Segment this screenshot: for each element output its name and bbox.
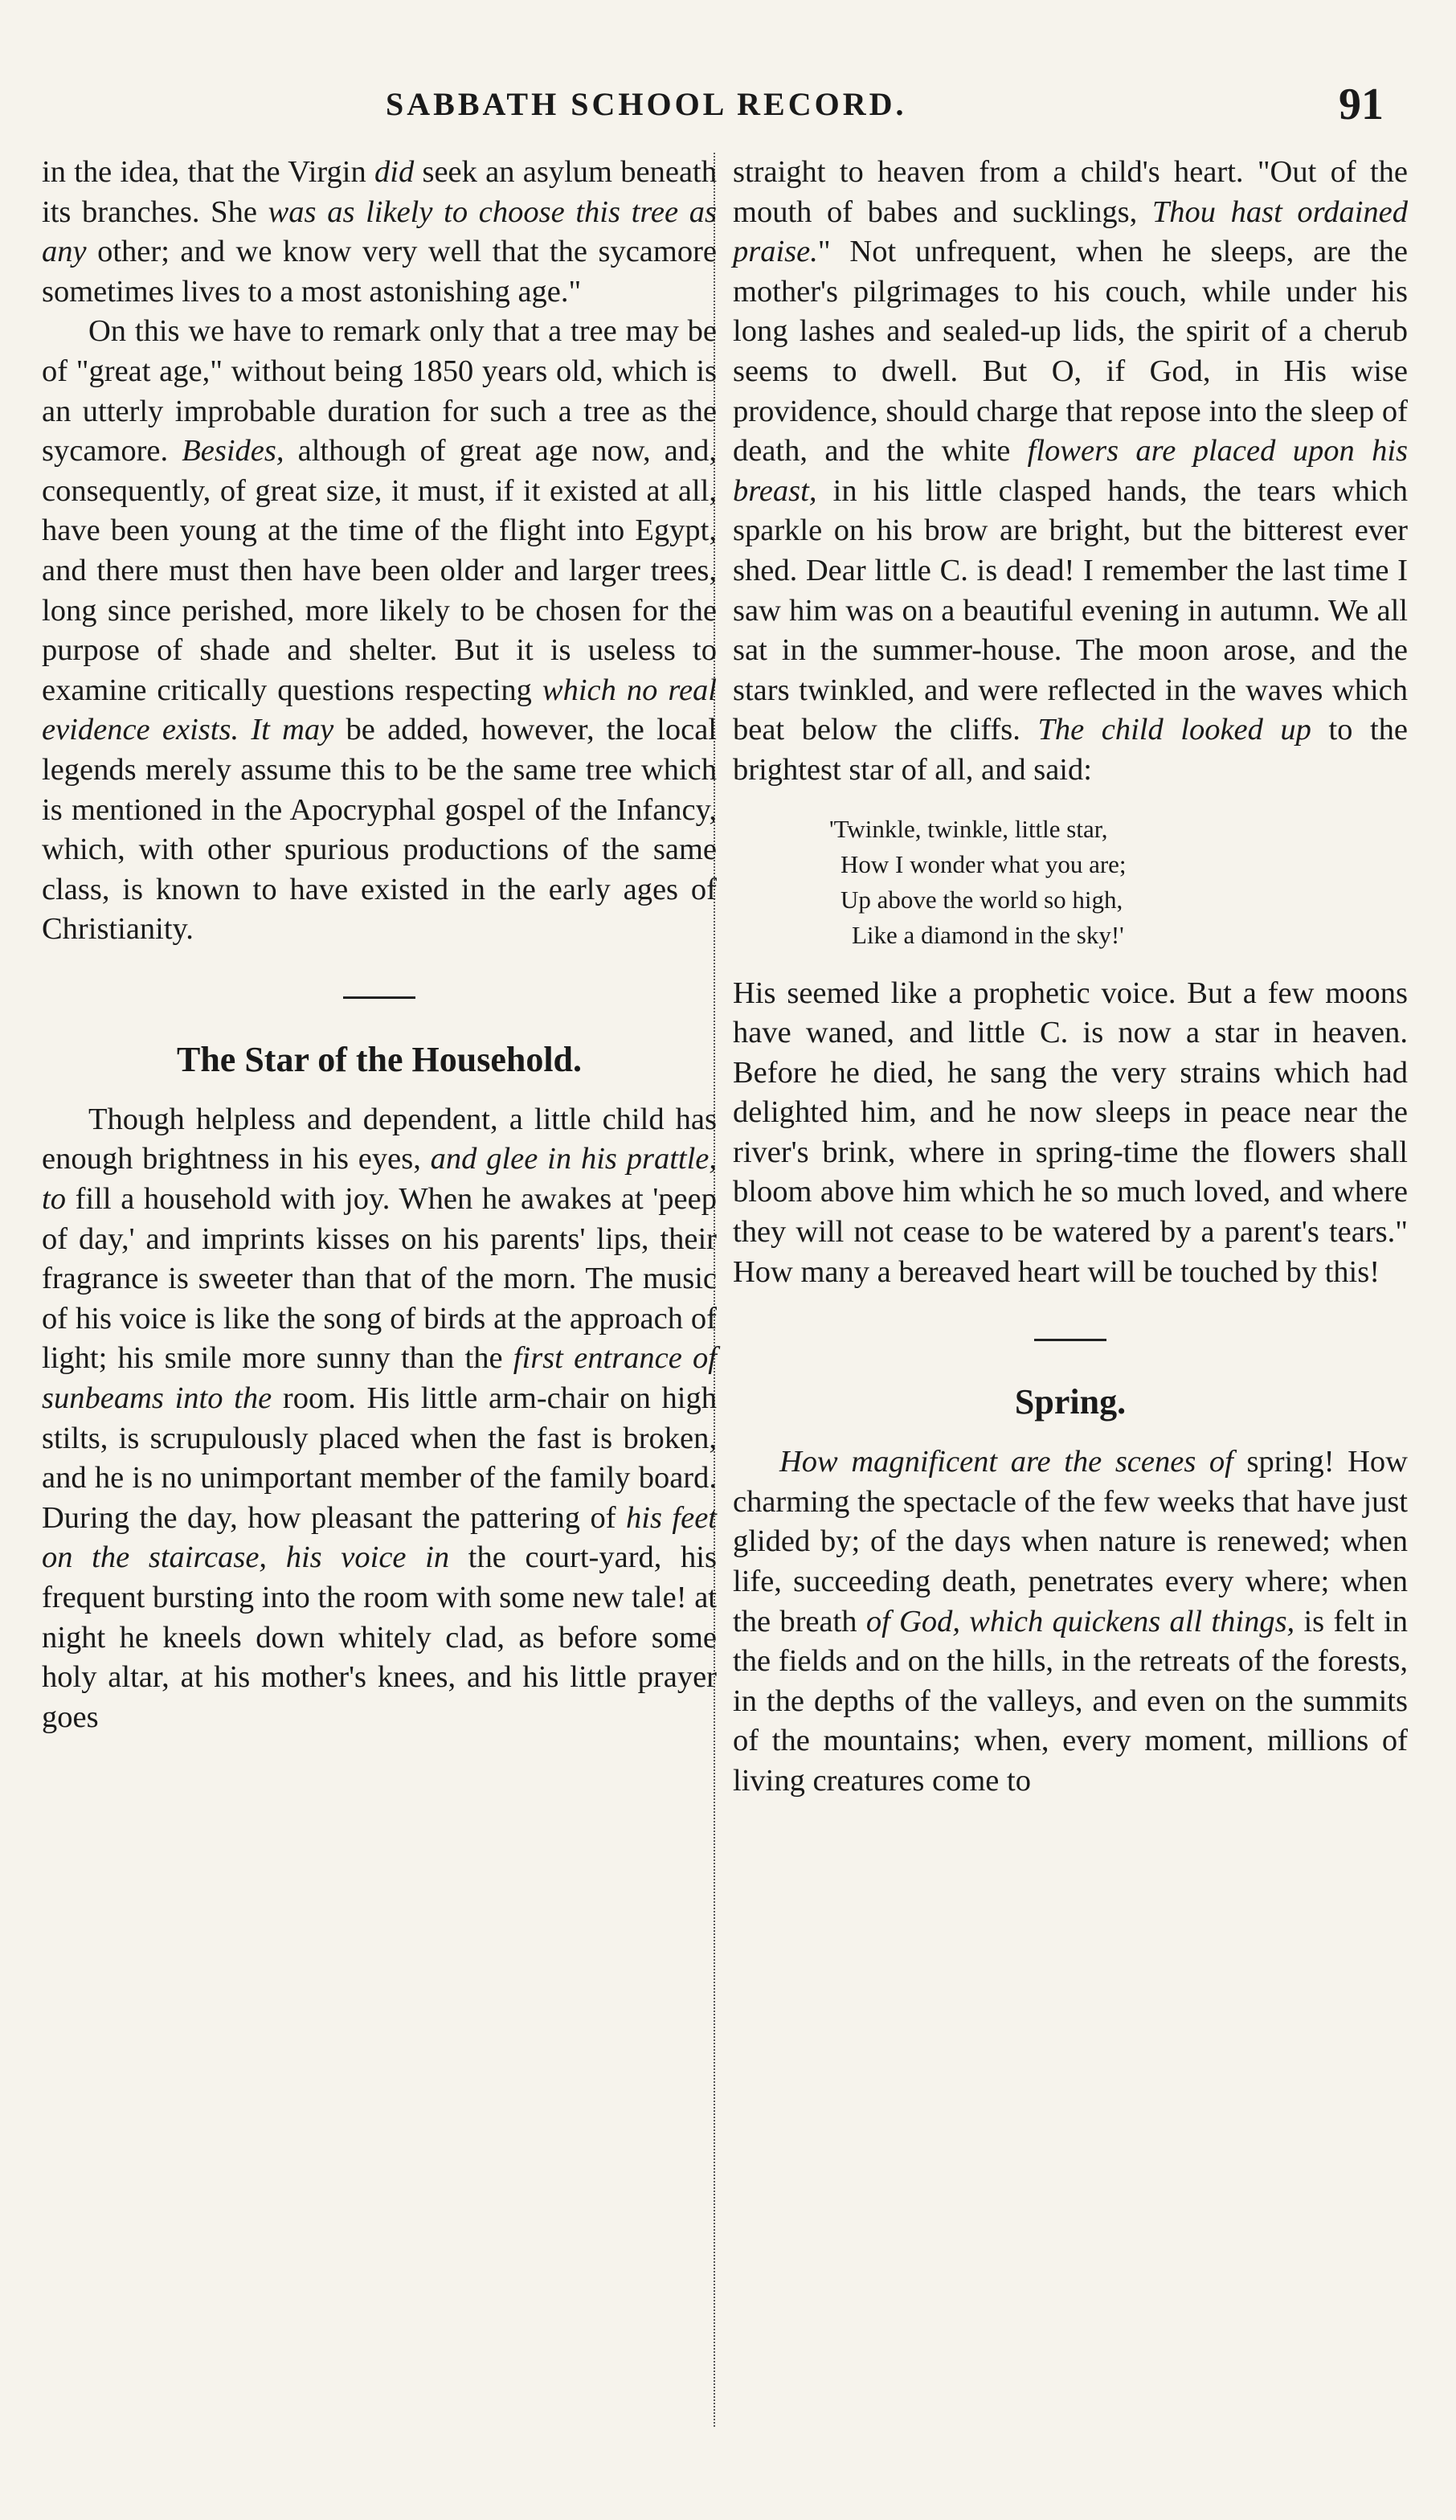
poem-line: Up above the world so high, xyxy=(840,885,1123,914)
section-title-star-of-household: The Star of the Household. xyxy=(176,1039,583,1079)
page-number: 91 xyxy=(1339,80,1384,129)
poem-line: Like a diamond in the sky!' xyxy=(852,920,1124,949)
paragraph-star-of-household: Though helpless and dependent, a little child has enough brightness in his eyes, and glee in his prattle, to fill a household with joy. When he awakes at 'peep of day,' and imprints kisses on his parents' lips, their fragrance is sweeter than that of the morn. The music of his voice is like the song of birds at the approach of light; his smile more sunny than the first entrance of sunbeams into the room. His little arm-chair on high stilts, is scrupulously placed when the fast is broken, and he is no unimportant member of the family board. During the day, how pleasant the pattering of his feet on the staircase, his voice in the court-yard, his frequent bursting into the room with some new tale! at night he kneels down whitely clad, as before some holy altar, at his mother's knees, and his little prayer goes xyxy=(42,1102,717,1734)
poem-line: 'Twinkle, twinkle, little star, xyxy=(829,814,1108,843)
right-column xyxy=(733,153,1408,1802)
section-rule xyxy=(343,996,415,999)
paragraph-remark: On this we have to remark only that a tree may be of "great age," without being 1850 years old, which is an utterly improbable duration for such a tree as the sycamore. Besides, although of great age now, and, consequently, of great size, it must, if it existed at all, have been young at the time of the flight into Egypt, and there must then have been older and larger trees, long since perished, more likely to be chosen for the purpose of shade and shelter. But it is useless to examine critically questions respecting which no real evidence exists. It may be added, however, the local legends merely assume this to be the same tree which is mentioned in the Apocryphal gospel of the Infancy, which, with other spurious productions of the same class, is known to have existed in the early ages of Christianity. xyxy=(42,314,717,947)
left-column xyxy=(42,153,717,1737)
section-title-spring: Spring. xyxy=(1014,1382,1127,1422)
section-rule xyxy=(1034,1339,1106,1341)
page-header xyxy=(48,79,1408,127)
paragraph-spring: How magnificent are the scenes of spring! How charming the spectacle of the few weeks that have just glided by; of the days when nature is renewed; when life, succeeding death, penetrates every where; when the breath of God, which quickens all things, is felt in the fields and on the hills, in the retreats of the forests, in the depths of the valleys, and even on the summits of the mountains; when, every moment, millions of living creatures come to xyxy=(733,1445,1408,1798)
paragraph-child-heart: straight to heaven from a child's heart. "Out of the mouth of babes and sucklings, Thou hast ordained praise." Not unfrequent, when he sleeps, are the mother's pilgrimages to his couch, while under his long lashes and sealed-up lids, the spirit of a cherub seems to dwell. But O, if God, in His wise providence, should charge that repose into the sleep of death, and the white flowers are placed upon his breast, in his little clasped hands, the tears which sparkle on his brow are bright, but the bitterest ever shed. Dear little C. is dead! I remember the last time I saw him was on a beautiful evening in autumn. We all sat in the summer-house. The moon arose, and the stars twinkled, and were reflected in the waves which beat below the cliffs. The child looked up to the brightest star of all, and said: xyxy=(733,155,1409,787)
running-title: SABBATH SCHOOL RECORD. xyxy=(386,86,907,122)
poem-line: How I wonder what you are; xyxy=(840,849,1127,878)
poem-twinkle xyxy=(829,812,1408,953)
paragraph-sycamore-continued: in the idea, that the Virgin did seek an asylum beneath its branches. She was as likely to choose this tree as any other; and we know very well that the sycamore sometimes lives to a most astonishing age." xyxy=(42,155,717,309)
paragraph-prophetic-voice: His seemed like a prophetic voice. But a few moons have waned, and little C. is now a star in heaven. Before he died, he sang the very strains which had delighted him, and he now sleeps in peace near the river's brink, where in spring-time the flowers shall bloom above him which he so much loved, and where they will not cease to be watered by a parent's tears." How many a bereaved heart will be touched by this! xyxy=(733,976,1408,1289)
